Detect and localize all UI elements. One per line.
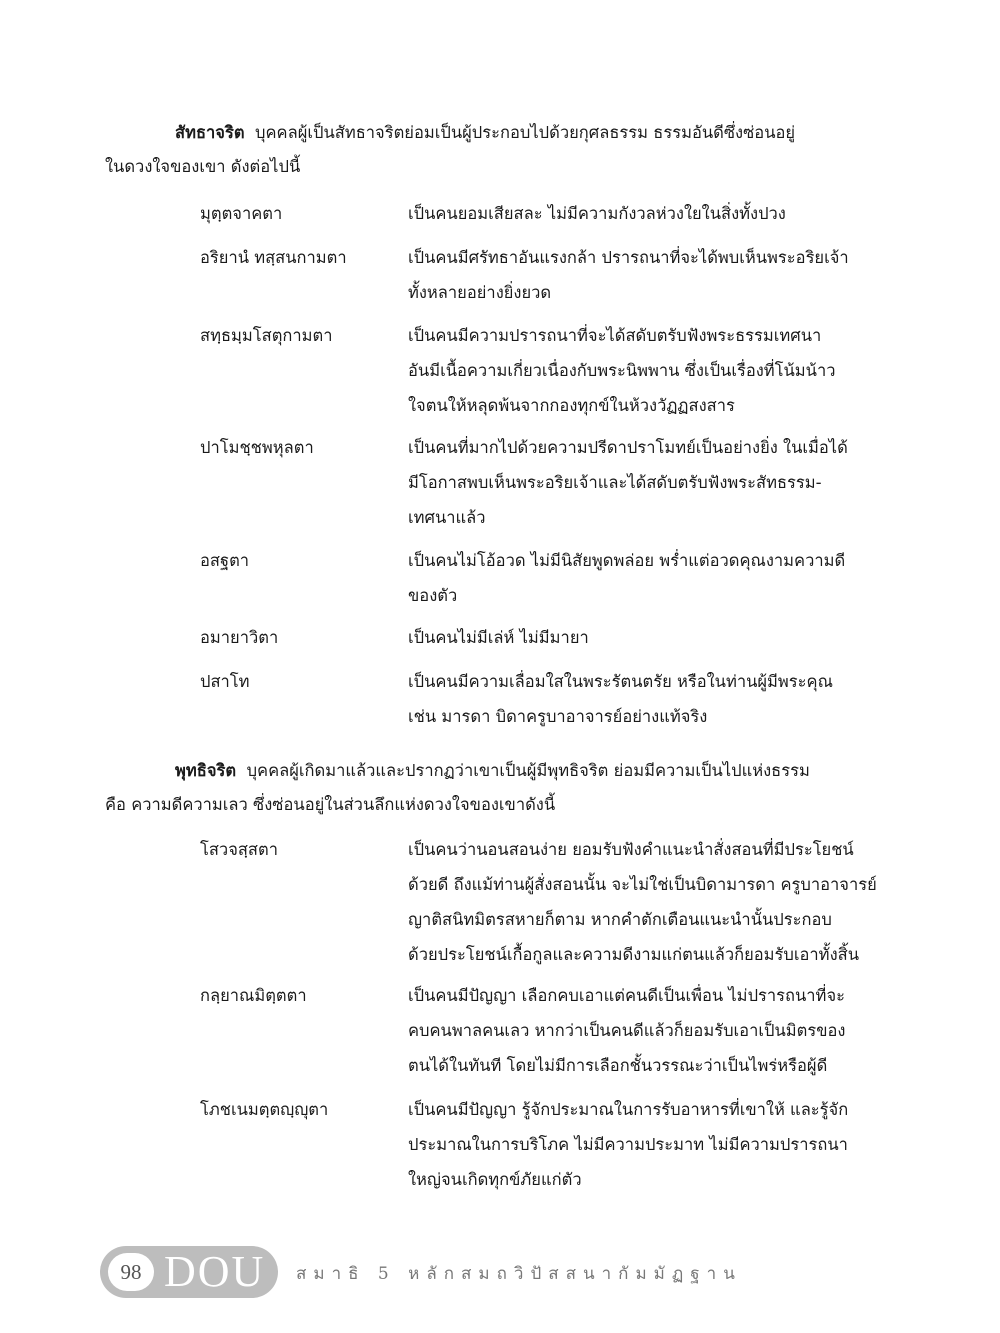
definition-line: คบคนพาลคนเลว หากว่าเป็นคนดีแล้วก็ยอมรับเอาเป็นมิตรของ — [408, 1021, 846, 1040]
saddha-item-term: สทฺธมฺมโสตุกามตา — [200, 326, 333, 345]
definition-line: ใหญ่จนเกิดทุกข์ภัยแก่ตัว — [408, 1170, 582, 1189]
book-title: สมาธิ 5 หลักสมถวิปัสสนากัมมัฏฐาน — [296, 1264, 742, 1284]
definition-line: ใจตนให้หลุดพ้นจากกองทุกข์ในห้วงวัฏฏสงสาร — [408, 396, 735, 415]
saddha-item-definition — [408, 240, 886, 310]
definition-line: เป็นคนไม่มีเล่ห์ ไม่มีมายา — [408, 628, 589, 647]
definition-line: ประมาณในการบริโภค ไม่มีความประมาท ไม่มีความปรารถนา — [408, 1135, 848, 1154]
definition-line: ด้วยประโยชน์เกื้อกูลและความดีงามแก่ตนแล้วก็ยอมรับเอาทั้งสิ้น — [408, 945, 859, 964]
saddha-item-term: อสฐตา — [200, 551, 250, 570]
saddha-item-definition — [408, 543, 886, 613]
saddha-item-term: ปาโมชฺชพหุลตา — [200, 438, 314, 457]
saddha-item-definition — [408, 620, 886, 655]
buddhi-item-definition — [408, 832, 886, 972]
intro-saddha-text: บุคคลผู้เป็นสัทธาจริตย่อมเป็นผู้ประกอบไปด้วยกุศลธรรม ธรรมอันดีซึ่งซ่อนอยู่ — [255, 123, 796, 142]
buddhi-item-term: โสวจสฺสตา — [200, 840, 278, 859]
definition-line: เป็นคนไม่โอ้อวด ไม่มีนิสัยพูดพล่อย พร่ำแต่อวดคุณงามความดี — [408, 551, 846, 570]
buddhi-item-definition — [408, 978, 886, 1083]
definition-line: เป็นคนมีศรัทธาอันแรงกล้า ปรารถนาที่จะได้พบเห็นพระอริยเจ้า — [408, 248, 849, 267]
definition-line: ของตัว — [408, 586, 458, 605]
page-badge — [100, 1246, 278, 1298]
buddhi-item-term: กลฺยาณมิตฺตตา — [200, 986, 307, 1005]
definition-line: ทั้งหลายอย่างยิ่งยวด — [408, 283, 552, 302]
intro-buddhi-term: พุทธิจริต — [175, 761, 237, 780]
intro-saddha-term: สัทธาจริต — [175, 123, 245, 142]
definition-line: ตนได้ในทันที โดยไม่มีการเลือกชั้นวรรณะว่าเป็นไพร่หรือผู้ดี — [408, 1056, 828, 1075]
saddha-item-term: มุตฺตจาคตา — [200, 204, 283, 223]
dou-logo: DOU — [164, 1247, 266, 1296]
definition-line: เช่น มารดา บิดาครูบาอาจารย์อย่างแท้จริง — [408, 707, 708, 726]
definition-line: เป็นคนมีปัญญา รู้จักประมาณในการรับอาหารที่เขาให้ และรู้จัก — [408, 1100, 849, 1119]
definition-line: ญาติสนิทมิตรสหายก็ตาม หากคำตักเตือนแนะนำนั้นประกอบ — [408, 910, 832, 929]
saddha-item-definition — [408, 664, 886, 734]
intro-saddha-text-line2: ในดวงใจของเขา ดังต่อไปนี้ — [105, 157, 301, 176]
page-footer — [100, 1246, 920, 1298]
definition-line: เป็นคนมีความปรารถนาที่จะได้สดับตรับฟังพระธรรมเทศนา — [408, 326, 822, 345]
buddhi-item-definition — [408, 1092, 886, 1197]
definition-line: เทศนาแล้ว — [408, 508, 486, 527]
saddha-item-definition — [408, 318, 886, 423]
page-number: 98 — [108, 1253, 154, 1291]
saddha-item-definition — [408, 430, 886, 535]
definition-line: เป็นคนมีความเลื่อมใสในพระรัตนตรัย หรือในท่านผู้มีพระคุณ — [408, 672, 833, 691]
intro-saddha-paragraph — [105, 116, 885, 184]
definition-line: เป็นคนที่มากไปด้วยความปรีดาปราโมทย์เป็นอย่างยิ่ง ในเมื่อได้ — [408, 438, 848, 457]
saddha-item-term: ปสาโท — [200, 672, 250, 691]
saddha-item-definition — [408, 196, 886, 231]
definition-line: เป็นคนมีปัญญา เลือกคบเอาแต่คนดีเป็นเพื่อน ไม่ปรารถนาที่จะ — [408, 986, 845, 1005]
definition-line: เป็นคนว่านอนสอนง่าย ยอมรับฟังคำแนะนำสั่งสอนที่มีประโยชน์ — [408, 840, 854, 859]
definition-line: ด้วยดี ถึงแม้ท่านผู้สั่งสอนนั้น จะไม่ใช่เป็นบิดามารดา ครูบาอาจารย์ — [408, 875, 877, 894]
definition-line: มีโอกาสพบเห็นพระอริยเจ้าและได้สดับตรับฟังพระสัทธรรม- — [408, 473, 822, 492]
intro-buddhi-paragraph — [105, 754, 885, 822]
definition-line: เป็นคนยอมเสียสละ ไม่มีความกังวลห่วงใยในสิ่งทั้งปวง — [408, 204, 786, 223]
intro-buddhi-text: บุคคลผู้เกิดมาแล้วและปรากฏว่าเขาเป็นผู้มีพุทธิจริต ย่อมมีความเป็นไปแห่งธรรม — [246, 761, 810, 780]
saddha-item-term: อมายาวิตา — [200, 628, 279, 647]
buddhi-item-term: โภชเนมตฺตญฺญุตา — [200, 1100, 329, 1119]
intro-buddhi-text-line2: คือ ความดีความเลว ซึ่งซ่อนอยู่ในส่วนลึกแห่งดวงใจของเขาดังนี้ — [105, 795, 556, 814]
definition-line: อันมีเนื้อความเกี่ยวเนื่องกับพระนิพพาน ซึ่งเป็นเรื่องที่โน้มน้าว — [408, 361, 836, 380]
saddha-item-term: อริยานํ ทสฺสนกามตา — [200, 248, 347, 267]
